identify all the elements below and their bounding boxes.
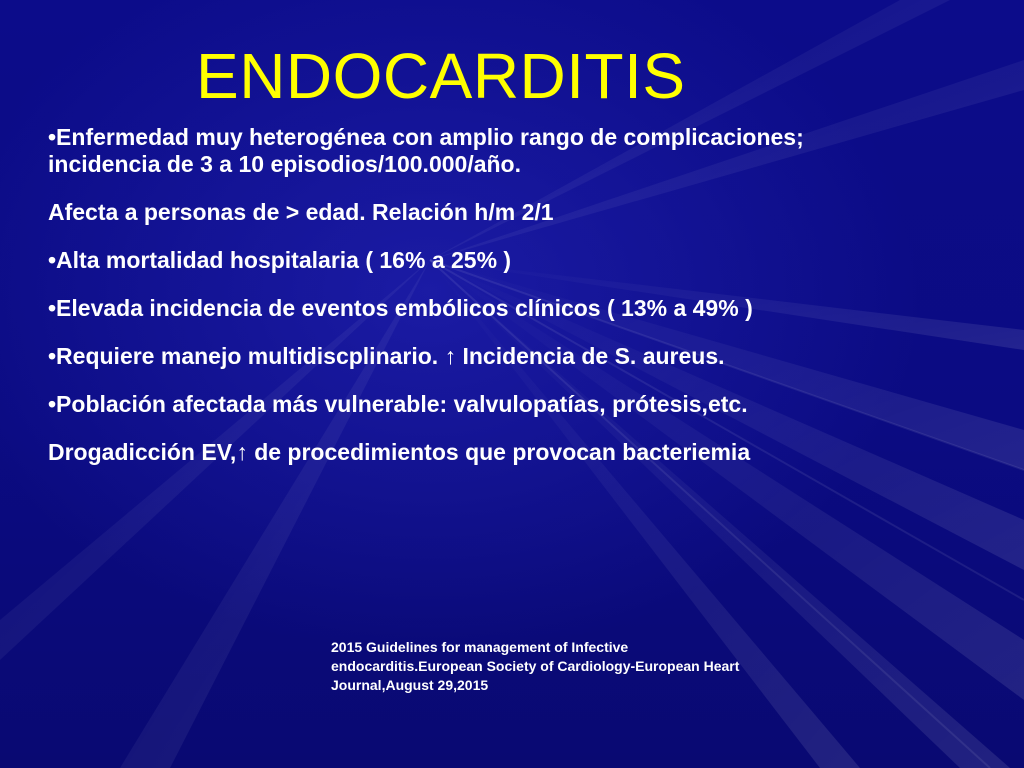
slide-title: ENDOCARDITIS	[196, 40, 686, 112]
reference-line: Journal,August 29,2015	[331, 677, 489, 693]
paragraph-line: Drogadicción EV,↑ de procedimientos que provocan bacteriemia	[48, 439, 751, 465]
reference-citation	[331, 638, 851, 695]
paragraph-line: •Requiere manejo multidiscplinario. ↑ Incidencia de S. aureus.	[48, 343, 725, 369]
paragraph-line: •Elevada incidencia de eventos embólicos clínicos ( 13% a 49% )	[48, 295, 753, 321]
paragraph-line: •Población afectada más vulnerable: valvulopatías, prótesis,etc.	[48, 391, 748, 417]
reference-line: endocarditis.European Society of Cardiology-European Heart	[331, 658, 740, 674]
paragraph-embolic-events	[48, 295, 1008, 322]
paragraph-line: incidencia de 3 a 10 episodios/100.000/año.	[48, 151, 521, 177]
paragraph-drug-use	[48, 439, 1008, 466]
paragraph-affected-population	[48, 199, 1008, 226]
slide-body	[48, 124, 1008, 487]
paragraph-mortality	[48, 247, 1008, 274]
paragraph-incidence	[48, 124, 1008, 178]
reference-line: 2015 Guidelines for management of Infective	[331, 639, 629, 655]
paragraph-vulnerable-population	[48, 391, 1008, 418]
paragraph-line: •Enfermedad muy heterogénea con amplio rango de complicaciones;	[48, 124, 804, 150]
paragraph-line: •Alta mortalidad hospitalaria ( 16% a 25% )	[48, 247, 512, 273]
paragraph-management	[48, 343, 1008, 370]
paragraph-line: Afecta a personas de > edad. Relación h/m 2/1	[48, 199, 554, 225]
